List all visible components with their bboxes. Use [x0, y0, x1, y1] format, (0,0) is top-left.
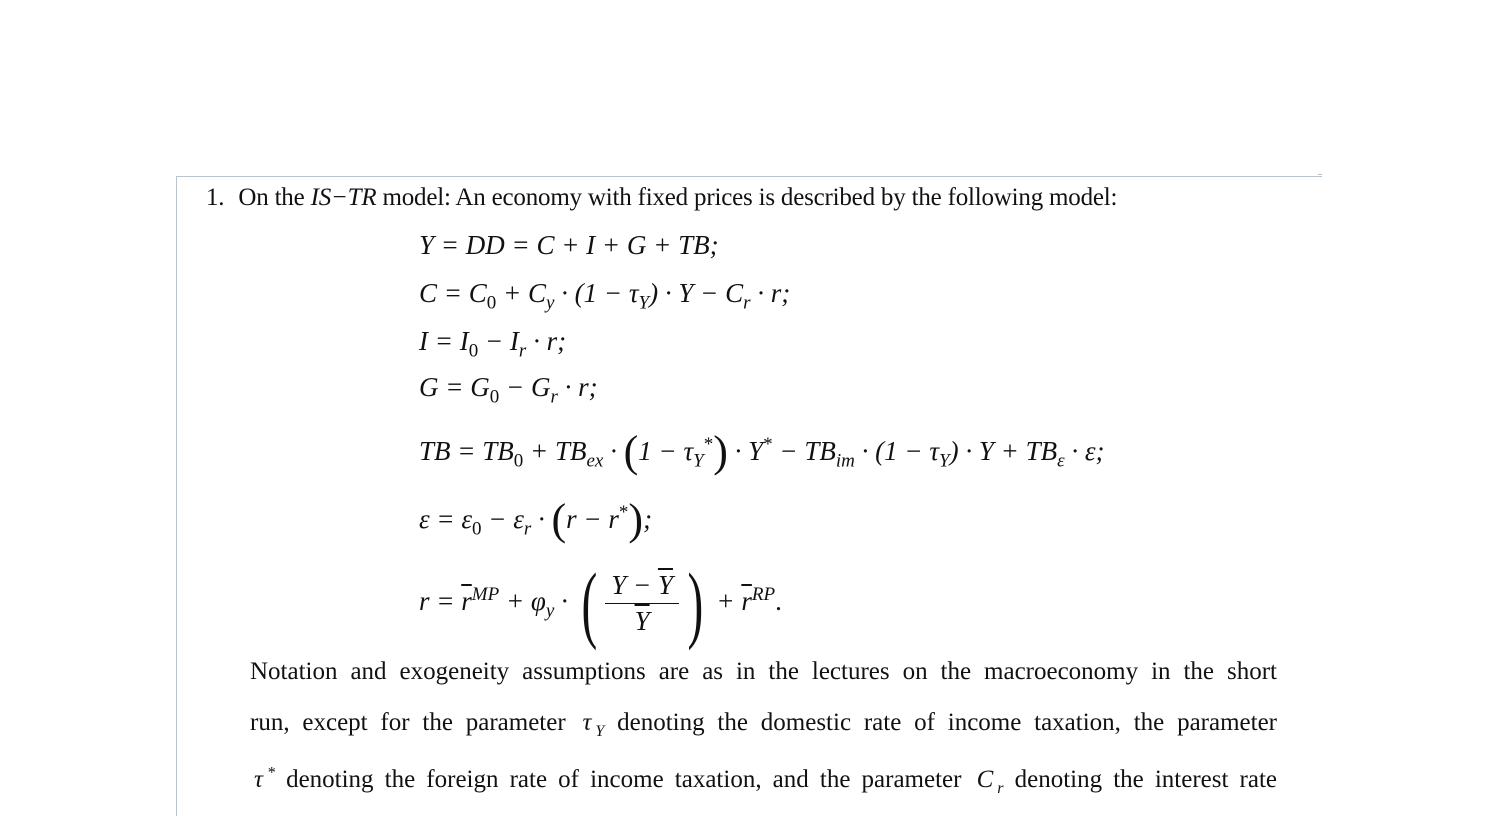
equation-monetary-rule: $r = \overline{r}^{MP} + \varphi_y$ · ( $\frac{Y - \overline{Y}}{Y}$ ) + $\overline{r}^{RP}$. [419, 555, 782, 651]
question-number: 1. [206, 184, 225, 211]
equation-consumption: $C = C_0 + C_y \cdot (1 - \tau_Y) \cdot Y - C_r \cdot r$; [419, 278, 791, 314]
paragraph-line-3: τ * denoting the foreign rate of income taxation, and the parameter C $_r$ denoting the interest rate [254, 764, 1278, 797]
equation-investment: $I = I_0 - I_r \cdot r$; [419, 326, 567, 362]
output-gap-fraction: $\frac{Y - \overline{Y}}{Y}$ [605, 572, 679, 635]
question-heading [206, 184, 1117, 212]
equation-output [419, 232, 719, 259]
equation-exchange-rate: $\varepsilon = \varepsilon_0 - \varepsilon_r \cdot (r - r^*)$; [419, 495, 653, 544]
equation-output-text: Y = DD = C + I + G + TB; [419, 230, 719, 260]
frame-corner [1318, 174, 1322, 179]
equation-government: $G = G_0 - G_r \cdot r$; [419, 372, 598, 408]
model-name: IS−TR [310, 184, 377, 211]
question-intro: On the [238, 184, 305, 211]
equation-trade-balance: TB = $TB_0 + TB_{ex} \cdot (1 - \tau_Y^*) \cdot Y^* - TB_{im} \cdot (1 - \tau_Y) \cdot Y + TB_\varepsilon \cdot \varepsilon$; [419, 427, 1105, 476]
question-text: model: An economy with fixed prices is described by the following model: [382, 184, 1118, 211]
paragraph-line-1: Notation and exogeneity assumptions are as in the lectures on the macroeconomy in the short [250, 658, 1277, 685]
paragraph-line-2: run, except for the parameter τ $_Y$ denoting the domestic rate of income taxation, the parameter [250, 709, 1277, 740]
